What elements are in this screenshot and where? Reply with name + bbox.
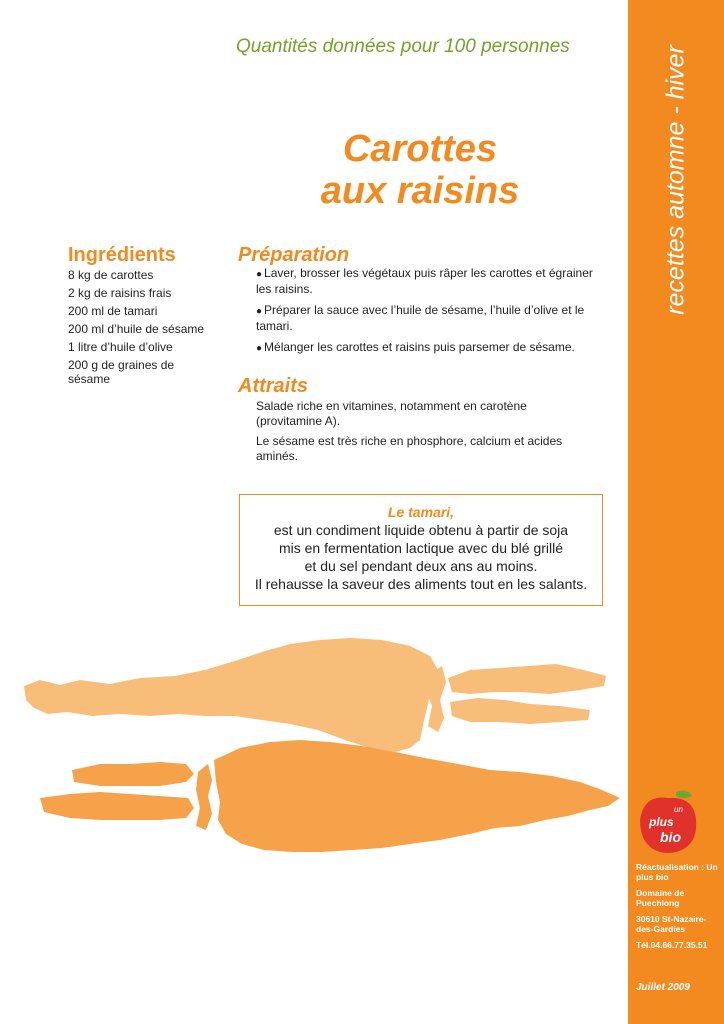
ingredient-item: 200 ml d’huile de sésame [68,322,205,336]
bullet-icon: ● [256,306,263,317]
publication-date: Juillet 2009 [636,982,690,993]
tamari-note-line: Il rehausse la saveur des aliments tout en les salants. [254,576,588,592]
ingredient-item: 200 g de graines de sésame [68,358,175,386]
attraits-heading: Attraits [238,375,309,397]
tamari-note-title: Le tamari, [387,504,455,520]
logo-text-plus: plus [649,815,674,829]
preparation-step-text: Laver, brosser les végétaux puis râper les carottes et égrainer les raisins. [256,266,593,296]
preparation-step-text: Mélanger les carottes et raisins puis parsemer de sésame. [264,340,575,354]
ingredient-item: 200 ml de tamari [68,304,158,318]
title-line-1: Carottes [342,128,498,170]
logo-text-un: un [674,805,683,814]
attraits-text [256,399,596,469]
bullet-icon: ● [256,343,263,354]
contact-info [636,862,720,956]
ingredients-heading: Ingrédients [68,244,176,266]
preparation-steps [256,266,606,362]
lower-carrot-shape [40,740,620,852]
recipe-title [300,128,540,212]
attraits-paragraph: Salade riche en vitamines, notamment en carotène (provitamine A). [256,399,527,428]
ingredients-list [68,268,218,390]
info-line: Réactualisation : Un plus bio [636,862,718,882]
bullet-icon: ● [256,269,263,280]
season-title: recettes automne - hiver [661,45,690,315]
title-line-2: aux raisins [320,170,520,212]
info-line: Domaine de Puechlong [636,888,685,908]
preparation-step [256,266,606,297]
preparation-step [256,303,606,334]
upper-carrot-shape [24,638,606,752]
tamari-note-box [239,494,603,606]
preparation-step-text: Préparer la sauce avec l’huile de sésame, l’huile d’olive et le tamari. [256,303,585,333]
logo-text-bio: bio [660,829,681,845]
preparation-step [256,340,606,356]
info-line: 30610 St-Nazaire-des-Gardies [636,914,707,934]
info-line: Tél.04.66.77.35.51 [636,940,708,950]
preparation-heading: Préparation [238,244,350,266]
ingredient-item: 8 kg de carottes [68,268,154,282]
tamari-note-line: et du sel pendant deux ans au moins. [304,558,538,574]
servings-note: Quantités données pour 100 personnes [236,36,570,57]
ingredient-item: 2 kg de raisins frais [68,286,172,300]
tamari-note-line: est un condiment liquide obtenu à partir de soja [273,522,569,538]
attraits-paragraph: Le sésame est très riche en phosphore, calcium et acides aminés. [256,434,563,463]
carrot-illustration [0,630,628,860]
leaf-icon [676,791,692,798]
un-plus-bio-logo [636,786,700,856]
ingredient-item: 1 litre d’huile d’olive [68,340,173,354]
tamari-note-line: mis en fermentation lactique avec du blé grillé [278,540,564,556]
